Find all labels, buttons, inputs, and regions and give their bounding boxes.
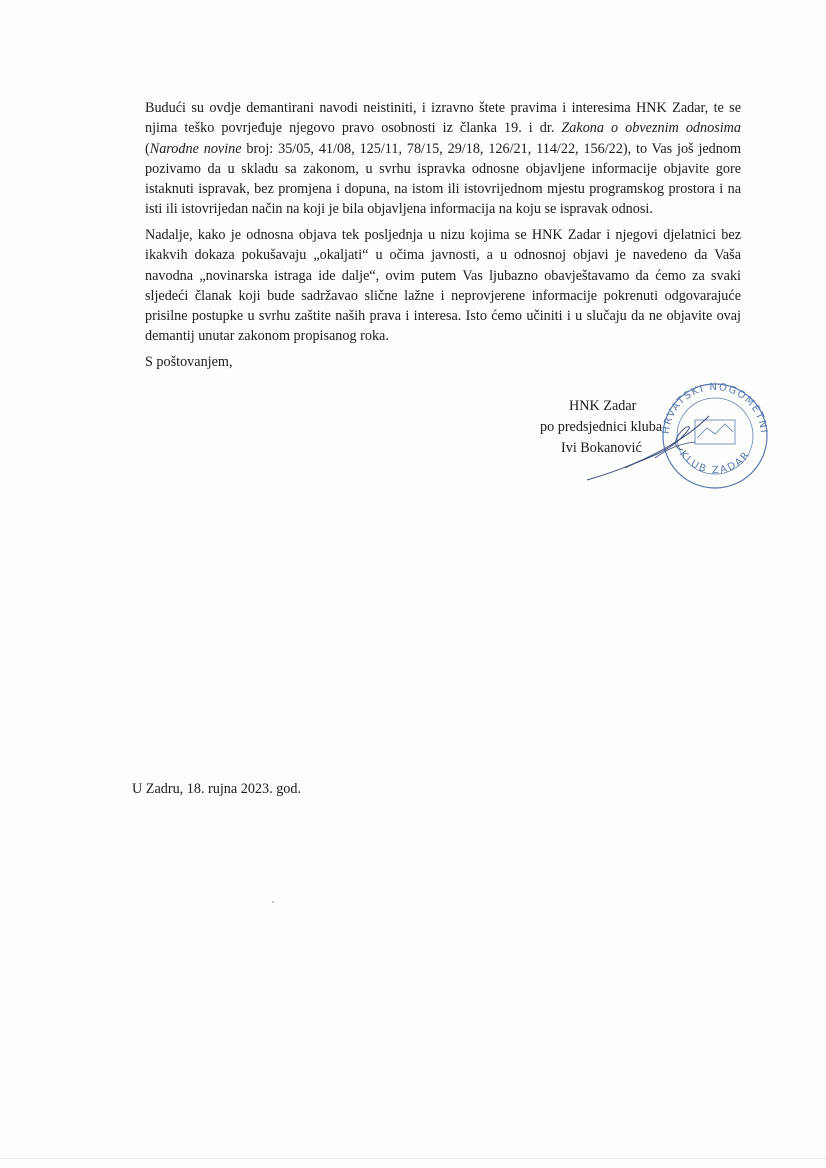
paragraph-line: isti ili istovrijedan način na koji je bila objavljena informacija na koju se ispravak odnosi. — [145, 201, 653, 218]
stamp-top-text: HRVATSKI NOGOMETNI — [660, 381, 769, 435]
closing-date: U Zadru, 18. rujna 2023. god. — [132, 781, 302, 797]
greeting: S poštovanjem, — [145, 354, 233, 370]
paragraph-line: (Narodne novine broj: 35/05, 41/08, 125/11, 78/15, 29/18, 126/21, 114/22, 156/22), to Vas još jednom — [145, 140, 741, 157]
italic-phrase: Zakona o obveznim odnosima — [561, 120, 741, 137]
paragraph-line: Budući su ovdje demantirani navodi neistiniti, i izravno štete pravima i interesima HNK Zadar, te se — [145, 100, 741, 116]
paragraph-line: sljedeći članak koji bude sadržavao slične lažne i neprovjerene informacije pokrenuti odgovarajuće — [145, 287, 741, 304]
paragraph-line: navodna „novinarska istraga ide dalje“, ovim putem Vas ljubazno obavještavamo da ćemo za svaki — [145, 267, 741, 284]
paragraph-line: njima teško povrjeđuje njegovo pravo osobnosti iz članka 19. i dr. Zakona o obveznim odnosima — [145, 120, 741, 137]
paragraph-demand-correction — [145, 98, 741, 220]
paragraph-legal-warning — [145, 225, 741, 347]
stamp-bottom-text: KLUB ZADAR — [677, 448, 753, 477]
paragraph-line: ikakvih dokaza pokušavaju „okaljati“ u očima javnosti, a u odnosnoj objavi je navedeno da Vaša — [145, 247, 741, 264]
italic-phrase: Narodne novine — [149, 140, 242, 157]
scan-edge — [0, 1158, 826, 1159]
scan-speck — [272, 901, 274, 903]
paragraph-line: demantij unutar zakonom propisanog roka. — [145, 328, 389, 345]
paragraph-line: Nadalje, kako je odnosna objava tek posljednja u nizu kojima se HNK Zadar i njegovi djelatnici bez — [145, 227, 741, 243]
paragraph-line: prisilne postupke u svrhu zaštite naših prava i interesa. Isto ćemo učiniti i u slučaju da ne objavite ovaj — [145, 308, 741, 325]
signatory-name: Ivi Bokanović — [561, 440, 642, 456]
paragraph-line: istaknuti ispravak, bez promjena i dopuna, na istom ili istovrijednom mjestu programskog prostora i na — [145, 181, 741, 198]
signatory-on-behalf: po predsjednici kluba — [540, 419, 663, 435]
signature-block — [540, 396, 662, 459]
paragraph-line: pozivamo da u skladu sa zakonom, u svrhu ispravka odnosne objavljene informacije objavite gore — [145, 160, 741, 177]
signatory-organization: HNK Zadar — [569, 398, 637, 414]
